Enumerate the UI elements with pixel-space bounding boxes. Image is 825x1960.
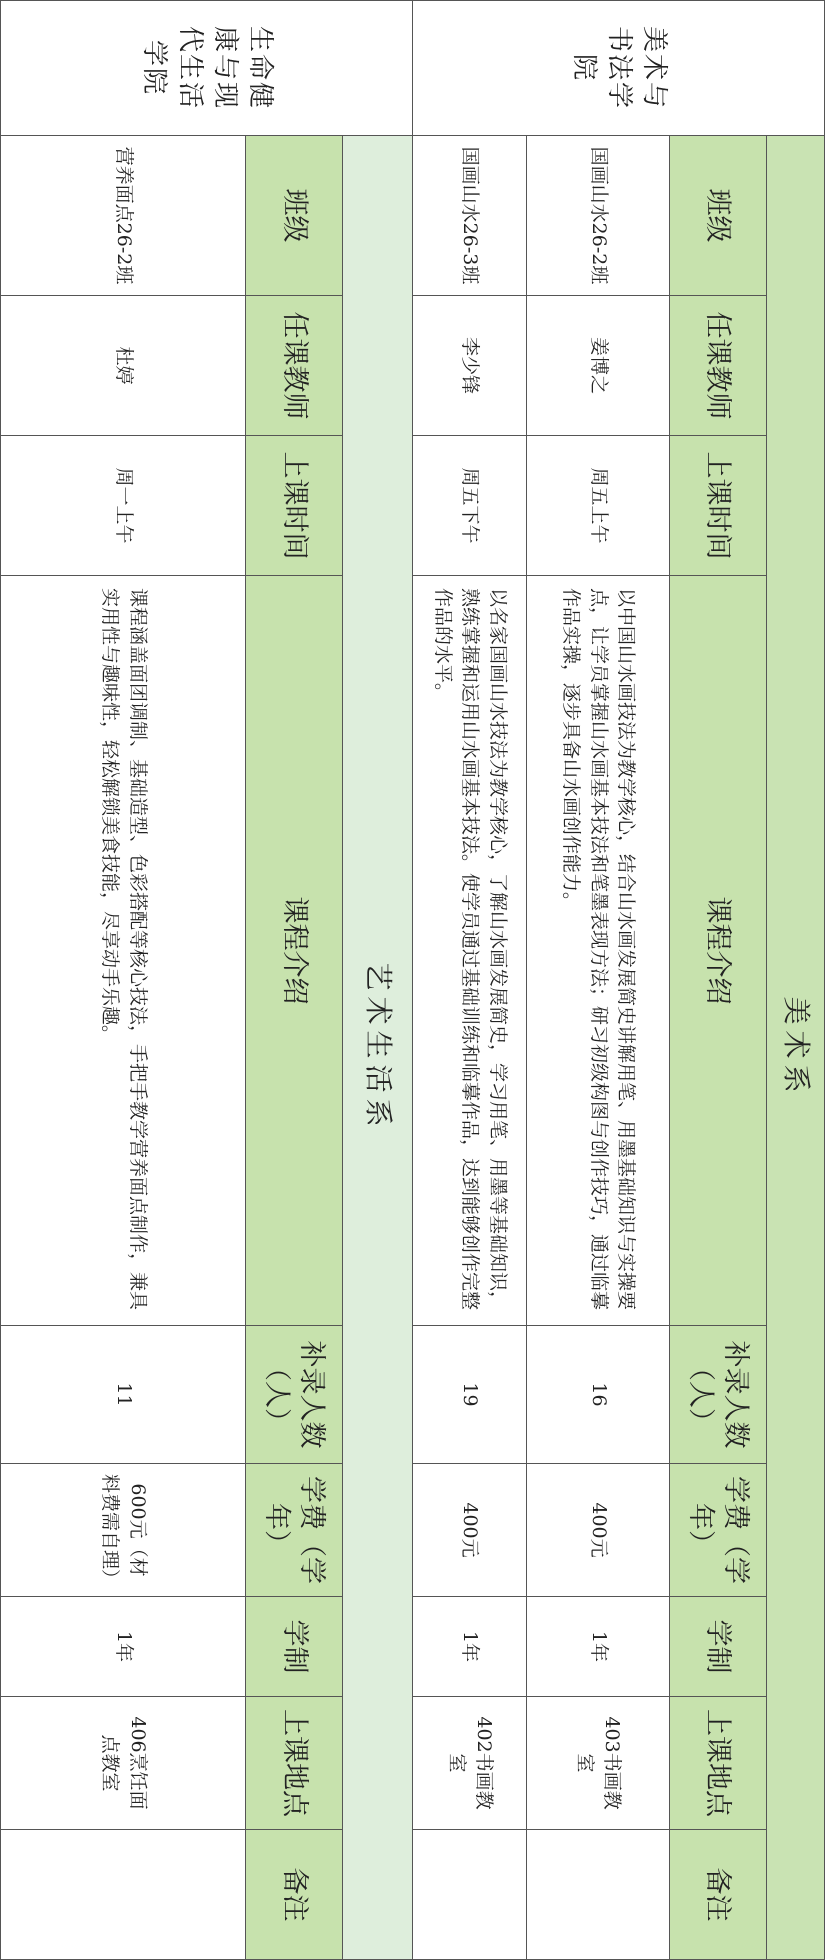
table-row: [413, 1, 527, 1960]
count-cell: 11: [1, 1326, 246, 1464]
location-cell: 403书画教室: [527, 1697, 670, 1830]
duration-cell: 1年: [1, 1597, 246, 1697]
intro-cell: 以名家国画山水技法为教学核心，了解山水画发展简史，学习用笔、用墨等基础知识，熟练掌握和运用山水画基本技法。使学员通过基础训练和临摹作品，达到能够创作完整作品的水平。: [413, 576, 527, 1326]
class-cell: 国画山水26-2班: [527, 136, 670, 296]
header-row: [669, 1, 766, 1960]
header-remark: 备注: [669, 1830, 766, 1960]
teacher-cell: 杜婷: [1, 296, 246, 436]
time-cell: 周一上午: [1, 436, 246, 576]
header-fee: 学费（学年）: [669, 1464, 766, 1597]
location-cell: 402书画教室: [413, 1697, 527, 1830]
duration-cell: 1年: [527, 1597, 670, 1697]
count-cell: 19: [413, 1326, 527, 1464]
header-time: 上课时间: [669, 436, 766, 576]
header-teacher: 任课教师: [246, 296, 343, 436]
class-cell: 国画山水26-3班: [413, 136, 527, 296]
fee-cell: 400元: [527, 1464, 670, 1597]
header-intro: 课程介绍: [669, 576, 766, 1326]
teacher-cell: 姜博之: [527, 296, 670, 436]
header-time: 上课时间: [246, 436, 343, 576]
department-header: 艺术生活系: [343, 136, 413, 1960]
table-row: [527, 1, 670, 1960]
header-fee: 学费（学年）: [246, 1464, 343, 1597]
remark-cell: [1, 1830, 246, 1960]
header-count: 补录人数（人）: [669, 1326, 766, 1464]
college-cell: 生命健康与现代生活学院: [1, 1, 413, 136]
class-cell: 营养面点26-2班: [1, 136, 246, 296]
time-cell: 周五下午: [413, 436, 527, 576]
header-location: 上课地点: [246, 1697, 343, 1830]
header-intro: 课程介绍: [246, 576, 343, 1326]
header-location: 上课地点: [669, 1697, 766, 1830]
fee-cell: 600元（材料费需自理）: [1, 1464, 246, 1597]
time-cell: 周五上午: [527, 436, 670, 576]
count-cell: 16: [527, 1326, 670, 1464]
fee-cell: 400元: [413, 1464, 527, 1597]
table-row: [1, 1, 246, 1960]
header-class: 班级: [669, 136, 766, 296]
department-header: 美术系: [766, 136, 824, 1960]
intro-cell: 以中国山水画技法为教学核心，结合山水画发展简史讲解用笔、用墨基础知识与实操要点，让学员掌握山水画基本技法和笔墨表现方法；研习初级构图与创作技巧，通过临摹作品实操，逐步具备山水画创作能力。: [527, 576, 670, 1326]
teacher-cell: 李少锋: [413, 296, 527, 436]
header-row: [246, 1, 343, 1960]
header-class: 班级: [246, 136, 343, 296]
remark-cell: [413, 1830, 527, 1960]
college-cell: 美术与书法学院: [413, 1, 825, 136]
remark-cell: [527, 1830, 670, 1960]
header-duration: 学制: [669, 1597, 766, 1697]
header-count: 补录人数（人）: [246, 1326, 343, 1464]
header-teacher: 任课教师: [669, 296, 766, 436]
header-duration: 学制: [246, 1597, 343, 1697]
header-remark: 备注: [246, 1830, 343, 1960]
duration-cell: 1年: [413, 1597, 527, 1697]
location-cell: 406烹饪面点教室: [1, 1697, 246, 1830]
intro-cell: 课程涵盖面团调制、基础造型、色彩搭配等核心技法，手把手教学营养面点制作，兼具实用性与趣味性，轻松解锁美食技能，尽享动手乐趣。: [1, 576, 246, 1326]
